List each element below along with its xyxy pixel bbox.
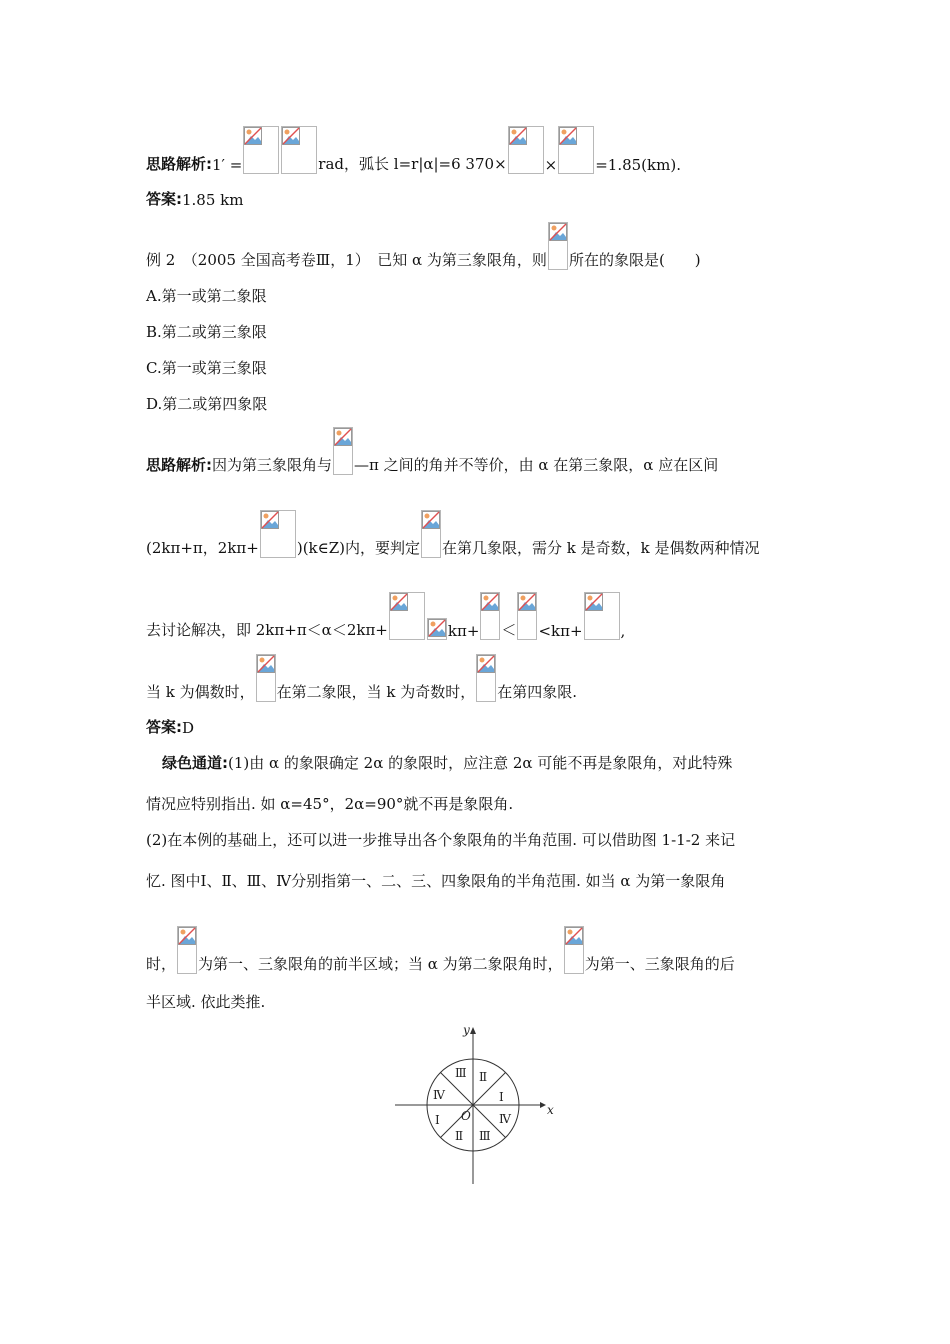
broken-image-icon: [281, 126, 317, 174]
line-9: 绿色通道: (1)由 α 的象限确定 2α 的象限时，应注意 2α 可能不再是象限角，对此特殊: [162, 754, 733, 772]
label-solution: 思路解析:: [146, 456, 212, 474]
line-13: 时， 为第一、三象限角的前半区域；当 α 为第二象限角时， 为第一、三象限角的后: [146, 924, 735, 974]
sector-label: Ⅱ: [455, 1129, 464, 1143]
line-11: (2)在本例的基础上，还可以进一步推导出各个象限角的半角范围. 可以借助图 1-1-2 来记: [146, 831, 736, 849]
broken-image-icon: [333, 427, 353, 475]
option-a: A.第一或第二象限: [146, 287, 267, 305]
line-10: 情况应特别指出. 如 α=45°，2α=90°就不再是象限角.: [146, 795, 514, 813]
broken-image-icon: [517, 592, 537, 640]
y-axis-label: y: [463, 1023, 470, 1037]
sector-label: Ⅲ: [479, 1129, 491, 1143]
line-2: 答案: 1.85 km: [146, 190, 244, 209]
label-solution: 思路解析:: [146, 155, 212, 173]
sector-label: Ⅰ: [499, 1090, 504, 1104]
line-3: 例 2 （2005 全国高考卷Ⅲ，1） 已知 α 为第三象限角，则 所在的象限是( ): [146, 220, 701, 270]
line-14: 半区域. 依此类推.: [146, 993, 266, 1011]
broken-image-icon: [548, 222, 568, 270]
option-c: C.第一或第三象限: [146, 359, 267, 377]
broken-image-icon: [243, 126, 279, 174]
broken-image-icon: [427, 618, 447, 640]
label-green-channel: 绿色通道:: [162, 754, 228, 772]
sector-label: Ⅳ: [433, 1088, 445, 1102]
sector-label: Ⅲ: [455, 1066, 467, 1080]
broken-image-icon: [260, 510, 296, 558]
line-8: 答案: D: [146, 718, 195, 737]
sector-label: Ⅱ: [479, 1070, 488, 1084]
line-7: 当 k 为偶数时， 在第二象限，当 k 为奇数时， 在第四象限.: [146, 652, 577, 702]
broken-image-icon: [558, 126, 594, 174]
broken-image-icon: [480, 592, 500, 640]
broken-image-icon: [508, 126, 544, 174]
line-6: 去讨论解决，即 2kπ+π＜α＜2kπ+ kπ+ ＜ <kπ+ ,: [146, 590, 625, 640]
broken-image-icon: [177, 926, 197, 974]
broken-image-icon: [421, 510, 441, 558]
sector-label: Ⅳ: [499, 1112, 511, 1126]
option-b: B.第二或第三象限: [146, 323, 267, 341]
label-answer: 答案:: [146, 190, 182, 208]
line-12: 忆. 图中Ⅰ、Ⅱ、Ⅲ、Ⅳ分别指第一、二、三、四象限角的半角范围. 如当 α 为第一象限角: [146, 872, 726, 890]
quadrant-half-angle-diagram: [395, 1022, 565, 1187]
origin-label: O: [461, 1109, 471, 1123]
broken-image-icon: [584, 592, 620, 640]
label-answer: 答案:: [146, 718, 182, 736]
line-4: 思路解析: 因为第三象限角与 —π 之间的角并不等价，由 α 在第三象限，α 应在区间: [146, 425, 718, 475]
x-axis-label: x: [547, 1103, 554, 1117]
broken-image-icon: [256, 654, 276, 702]
broken-image-icon: [389, 592, 425, 640]
broken-image-icon: [476, 654, 496, 702]
sector-label: Ⅰ: [435, 1113, 440, 1127]
option-d: D.第二或第四象限: [146, 395, 268, 413]
line-5: (2kπ+π，2kπ+ )(k∈Z)内，要判定 在第几象限，需分 k 是奇数，k 是偶数两种情况: [146, 508, 760, 558]
broken-image-icon: [564, 926, 584, 974]
line-1: 思路解析: 1′ = rad，弧长 l=r|α|=6 370× × =1.85(km).: [146, 122, 681, 174]
